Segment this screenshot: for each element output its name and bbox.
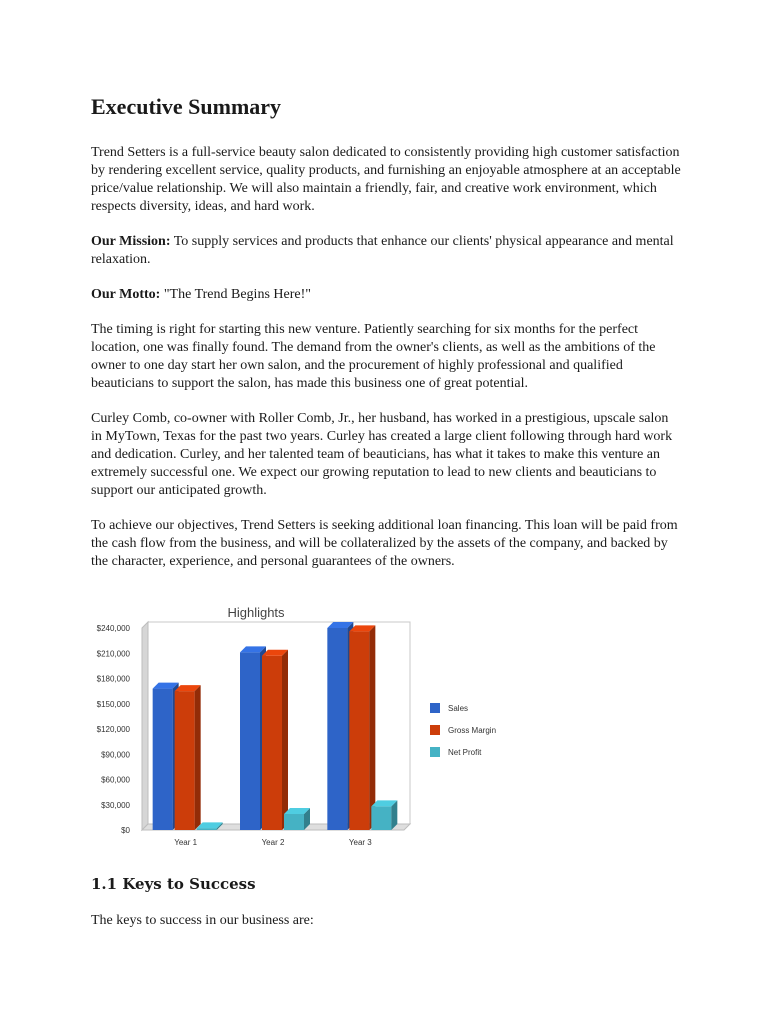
document-body	[91, 92, 681, 588]
bar-gross-margin	[175, 691, 195, 830]
y-tick-label: $150,000	[96, 699, 130, 709]
section-heading: 1.1 Keys to Success	[91, 875, 256, 893]
y-tick-label: $30,000	[101, 800, 130, 810]
y-tick-label: $60,000	[101, 775, 130, 785]
bar-net-profit	[371, 806, 391, 830]
loan-paragraph: To achieve our objectives, Trend Setters is seeking additional loan financing. This loan will be paid from the cash flow from the business, and will be collateralized by the assets of the company, and backed by the character, experience, and personal guarantees of the owners.	[91, 518, 678, 569]
legend-swatch	[430, 747, 440, 757]
x-tick-label: Year 2	[261, 838, 285, 847]
legend-swatch	[430, 703, 440, 713]
bar-gross-margin	[349, 631, 369, 830]
chart-title: Highlights	[227, 605, 285, 620]
curley-paragraph: Curley Comb, co-owner with Roller Comb, Jr., her husband, has worked in a prestigious, upscale salon in MyTown, Texas for the past two years. Curley has created a large client following through hard work and dedication. Curley, and her talented team of beauticians, has what it takes to make this venture an extremely successful one. We expect our growing reputation to lead to new clients and beauticians to support our anticipated growth.	[91, 411, 673, 498]
keys-intro-paragraph: The keys to success in our business are:	[91, 913, 314, 928]
highlights-chart	[88, 600, 508, 860]
mission-label: Our Mission:	[91, 234, 171, 249]
intro-paragraph: Trend Setters is a full-service beauty salon dedicated to consistently providing high customer satisfaction by rendering excellent service, quality products, and furnishing an enjoyable atmosphere at an acceptable price/value relationship. We will also maintain a friendly, fair, and creative work environment, which respects diversity, ideas, and hard work.	[91, 145, 681, 214]
bar-side	[195, 685, 201, 830]
bar-side	[369, 625, 375, 830]
y-tick-label: $120,000	[96, 725, 130, 734]
page-title: Executive Summary	[91, 94, 282, 119]
bar-sales	[327, 628, 347, 830]
plot-left-wall	[142, 622, 148, 830]
highlights-chart-svg	[88, 600, 508, 860]
motto-label: Our Motto:	[91, 287, 161, 302]
motto-text: "The Trend Begins Here!"	[160, 287, 311, 302]
legend-label: Net Profit	[448, 748, 482, 757]
mission-text: To supply services and products that enhance our clients' physical appearance and mental relaxation.	[91, 234, 674, 267]
mission-paragraph	[91, 233, 681, 269]
bar-sales	[153, 689, 173, 830]
y-tick-label: $90,000	[101, 750, 130, 760]
bar-net-profit	[284, 814, 304, 830]
bar-net-profit	[197, 828, 217, 830]
y-tick-label: $180,000	[96, 674, 130, 684]
y-tick-label: $240,000	[96, 624, 130, 633]
bar-sales	[240, 652, 260, 830]
bar-side	[282, 650, 288, 830]
y-tick-label: $210,000	[96, 649, 130, 659]
legend-label: Sales	[448, 704, 469, 713]
x-tick-label: Year 3	[348, 838, 372, 847]
legend-label: Gross Margin	[448, 726, 497, 735]
x-tick-label: Year 1	[174, 838, 198, 847]
timing-paragraph: The timing is right for starting this new venture. Patiently searching for six months for the perfect location, one was finally found. The demand from the owner's clients, as well as the ambitions of the owner to one day start her own salon, and the procurement of highly professional and qualified beauticians to support the salon, has made this business one of great potential.	[91, 322, 656, 391]
y-tick-label: $0	[121, 826, 130, 835]
legend-swatch	[430, 725, 440, 735]
motto-paragraph	[91, 286, 681, 304]
bar-gross-margin	[262, 656, 282, 830]
